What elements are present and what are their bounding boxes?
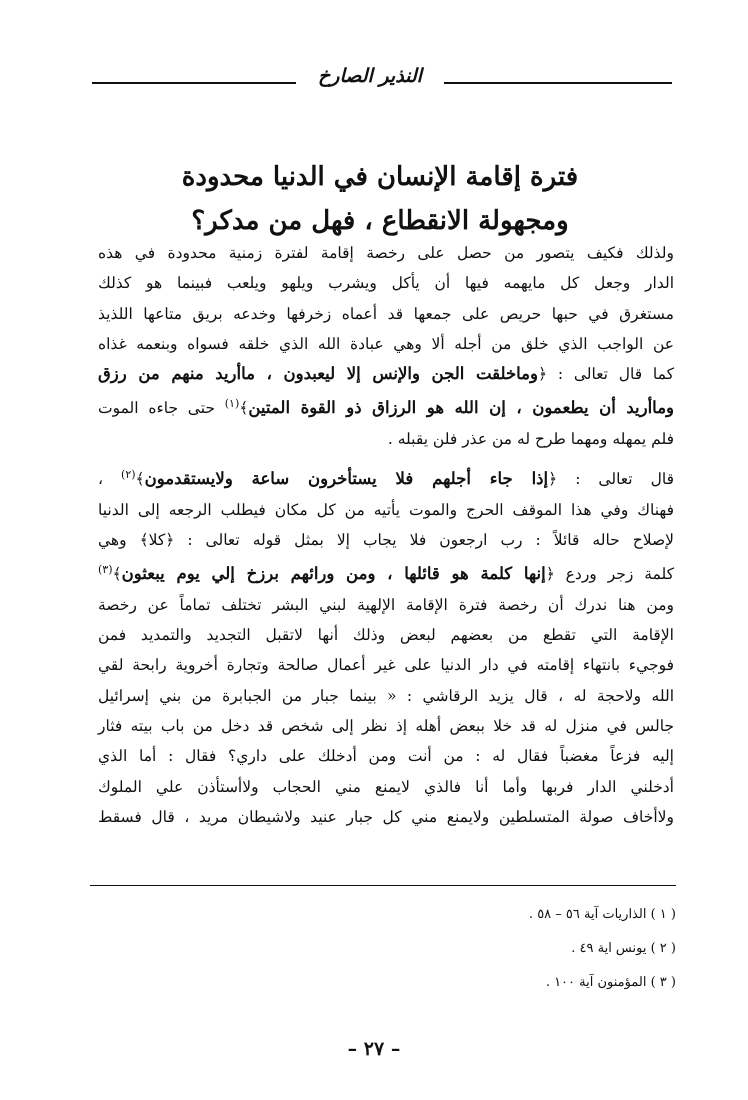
- footnote-ref-1: (١): [224, 397, 240, 411]
- text-fragment: قال تعالى : ﴿: [548, 470, 674, 489]
- paragraph-1: [98, 238, 674, 454]
- chapter-title-line-2: ومجهولة الانقطاع ، فهل من مدكر؟: [191, 206, 569, 237]
- text-line: [98, 460, 674, 494]
- header-rule-right: [444, 82, 672, 84]
- text-line: إليه فزعاً مغضباً فقال له : من أنت ومن أدخلك على داري؟ فقال : أما الذي: [98, 747, 674, 766]
- running-header: [92, 62, 672, 92]
- footnote-1: ( ١ ) الذاريات آية ٥٦ – ٥٨ .: [528, 907, 676, 922]
- text-line: [98, 359, 674, 389]
- verse-bracket: ﴾: [112, 565, 122, 584]
- footnote-divider: [90, 885, 676, 886]
- text-fragment: ،: [98, 470, 122, 489]
- text-line: جالس في منزل له قد خلا ببعض أهله إذ نظر إلى شخص قد دخل من باب بيته فثار: [98, 716, 674, 735]
- header-rule-left: [92, 82, 296, 84]
- text-line: ولذلك فكيف يتصور من حصل على رخصة إقامة لفترة زمنية محدودة في هذه: [98, 244, 674, 262]
- text-line: أدخلني الدار فربها وأما أنا فالذي لايمنع مني الحجاب ولاأستأذن علي الملوك: [98, 777, 674, 796]
- text-line: فهناك وفي هذا الموقف الحرج والموت يأتيه من كل مكان فيطلب الرجعه إلى الدنيا: [98, 500, 674, 519]
- text-fragment: كما قال تعالى : ﴿: [537, 365, 674, 384]
- chapter-title: [160, 155, 600, 243]
- text-line: فوجيء بانتهاء إقامته في دار الدنيا على غير أعمال صالحة وتجارة أخروية رابحة لقي: [98, 656, 674, 675]
- text-line: فلم يمهله ومهما طرح له من عذر فلن يقبله .: [387, 429, 674, 448]
- verse-bracket: ﴾: [135, 470, 145, 489]
- text-line: ومن هنا ندرك أن رخصة فترة الإقامة الإلهية لبني البشر تختلف تماماً عن رخصة: [98, 595, 674, 614]
- footnote-ref-3: (٣): [98, 563, 113, 577]
- text-line: ولاأخاف صولة المتسلطين ولايمنع مني كل جبار عنيد ولاشيطان مريد ، قال فسقط: [98, 807, 674, 826]
- text-line: لإصلاح حاله قائلاً : رب ارجعون فلا يجاب إلا بمثل قوله تعالى : ﴿كلا﴾ وهي: [98, 530, 674, 549]
- text-line: الدار وجعل كل مايهمه فيها أن يأكل ويشرب ويلهو ويلعب فبينما هو كذلك: [98, 274, 674, 293]
- text-line: الإقامة التي تقطع من بعضهم لبعض وذلك أنها لاتقبل التجديد والتمديد فمن: [98, 626, 674, 645]
- footnote-3: ( ٣ ) المؤمنون آية ١٠٠ .: [545, 975, 676, 990]
- footnote-2: ( ٢ ) يونس اية ٤٩ .: [571, 941, 676, 956]
- quran-verse: إنها كلمة هو قائلها ، ومن ورائهم برزخ إلي يوم يبعثون: [121, 564, 546, 584]
- verse-bracket: ﴾: [239, 399, 249, 418]
- text-line: مستغرق في حبها حريص على جمعها قد أعماه زخرفها وخدعه بريق متاعها اللذيذ: [98, 304, 674, 323]
- body-text: [98, 238, 674, 832]
- text-fragment: حتى جاءه الموت: [98, 399, 225, 418]
- paragraph-2: [98, 460, 674, 832]
- quran-verse: وماأريد أن يطعمون ، إن الله هو الرزاق ذو القوة المتين: [248, 398, 675, 418]
- footnote-ref-2: (٢): [121, 468, 136, 482]
- text-line: [98, 389, 674, 423]
- text-fragment: كلمة زجر وردع ﴿: [545, 565, 674, 584]
- quran-verse: إذا جاء أجلهم فلا يستأخرون ساعة ولايستقدمون: [144, 469, 549, 489]
- text-line: الله ولاحجة له ، قال يزيد الرقاشي : « بينما جبار من الجبابرة من بني إسرائيل: [98, 686, 674, 705]
- text-line: عن الواجب الذي خلق من أجله ألا وهي عبادة الله الذي خلقه فسواه وبنعمه غذاه: [98, 334, 674, 353]
- footnotes: [276, 898, 676, 1000]
- text-line: [98, 555, 674, 589]
- quran-verse: وماخلقت الجن والإنس إلا ليعبدون ، ماأريد منهم من رزق: [98, 364, 538, 384]
- running-title: النذير الصارخ: [318, 65, 422, 87]
- chapter-title-line-1: فترة إقامة الإنسان في الدنيا محدودة: [181, 162, 579, 193]
- page-number: – ٢٧ –: [347, 1038, 401, 1060]
